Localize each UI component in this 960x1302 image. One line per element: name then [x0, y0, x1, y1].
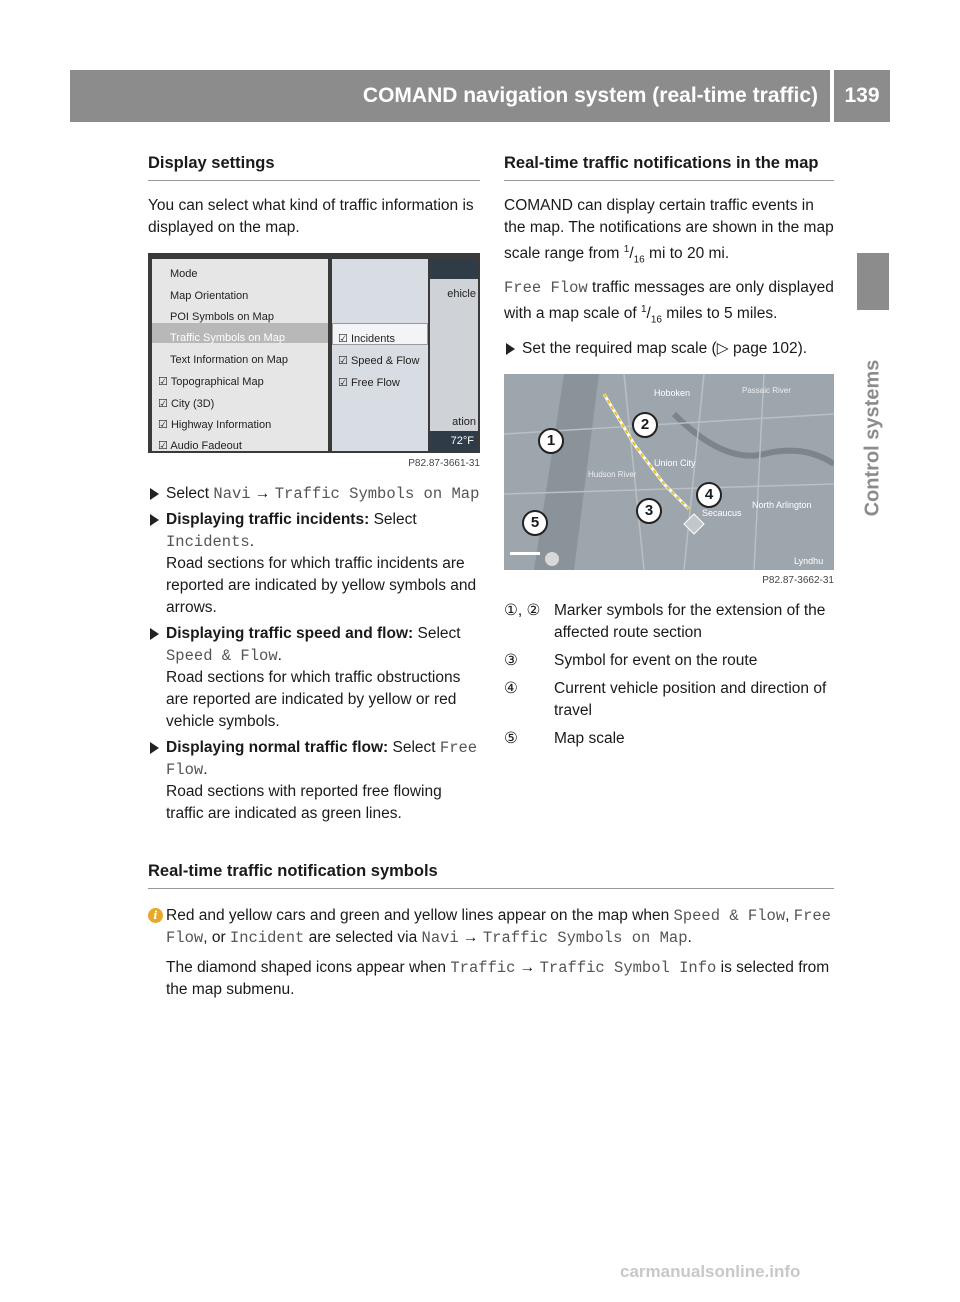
page-ref-icon: ▷ [716, 339, 729, 357]
menu-item: Mode [170, 268, 198, 280]
figure-caption: P82.87-3661-31 [408, 458, 480, 469]
callout-2: 2 [632, 412, 658, 438]
status-strip [430, 259, 478, 451]
map-label: North Arlington [752, 499, 812, 510]
info-note [148, 905, 834, 1001]
instruction-step: Select Navi → Traffic Symbols on Map [148, 483, 480, 505]
notifications-heading: Real-time traffic notifications in the map [504, 152, 834, 181]
page-title: COMAND navigation system (real-time traffic) [362, 84, 818, 107]
status-icons [430, 259, 478, 279]
side-tab [857, 253, 889, 310]
submenu-item: ☑ Speed & Flow [338, 355, 420, 367]
intro-text: You can select what kind of traffic information is displayed on the map. [148, 197, 474, 236]
step-arrow-icon [150, 628, 159, 640]
map-label: Lyndhu [794, 555, 824, 566]
step-arrow-icon [150, 514, 159, 526]
menu-item: Text Information on Map [170, 354, 289, 366]
map-label: Hudson River [588, 469, 637, 479]
temperature-readout: 72°F [430, 431, 478, 451]
step-arrow-icon [150, 742, 159, 754]
menu-item: ☑ City (3D) [158, 398, 215, 410]
menu-item: ☑ Highway Information [158, 419, 272, 431]
step-arrow-icon [150, 488, 159, 500]
note-paragraph: Red and yellow cars and green and yellow lines appear on the map when Speed & Flow, Free Flow, or Incident are selected via Navi → Traffic Symbols on Map. [166, 907, 831, 947]
callout-5: 5 [522, 510, 548, 536]
menu-item: ☑ Topographical Map [158, 376, 264, 388]
right-column [504, 152, 834, 756]
instruction-step: Displaying traffic speed and flow: Select Speed & Flow. Road sections for which traffic obstructions are reported are indicated by yellow or red vehicle symbols. [148, 623, 480, 733]
callout-3: 3 [636, 498, 662, 524]
submenu-item: ☑ Incidents [338, 333, 395, 345]
traffic-map [504, 374, 834, 570]
strip-text: ation [452, 416, 476, 428]
symbols-section [148, 860, 834, 1009]
step-arrow-icon [506, 343, 515, 355]
main-menu [152, 259, 328, 451]
legend-item: ③ Symbol for event on the route [504, 651, 758, 669]
scale-range-text: COMAND can display certain traffic events in the map. The notifications are shown in the map scale range from $^1/_{16}$ mi to 20 mi. [504, 197, 834, 266]
callout-1: 1 [538, 428, 564, 454]
menu-item-selected: Traffic Symbols on Map [170, 332, 285, 344]
watermark: carmanualsonline.info [620, 1262, 801, 1281]
instruction-step: Set the required map scale (▷ page 102). [504, 338, 834, 360]
legend-item: ④ Current vehicle position and direction of travel [504, 679, 827, 719]
note-paragraph: The diamond shaped icons appear when Traffic → Traffic Symbol Info is selected from the map submenu. [166, 959, 830, 998]
legend-item: ①, ② Marker symbols for the extension of the affected route section [504, 601, 826, 641]
figure-caption: P82.87-3662-31 [762, 574, 834, 586]
map-label: Union City [654, 457, 696, 468]
page-number: 139 [834, 70, 890, 122]
display-settings-heading: Display settings [148, 152, 480, 181]
left-column [148, 152, 480, 829]
menu-screenshot [148, 253, 480, 453]
map-label: Passaic River [742, 385, 791, 395]
submenu [332, 259, 428, 451]
instruction-step: Displaying normal traffic flow: Select Free Flow. Road sections with reported free flowing traffic are indicated as green lines. [148, 737, 480, 825]
map-label: Secaucus [702, 507, 742, 518]
strip-text: ehicle [447, 288, 476, 300]
free-flow-text: Free Flow traffic messages are only displayed with a map scale of $^1/_{16}$ miles to 5 miles. [504, 279, 834, 326]
instruction-step: Displaying traffic incidents: Select Incidents. Road sections for which traffic incidents are reported are indicated by yellow symbols and arrows. [148, 509, 480, 619]
info-icon: i [148, 908, 163, 923]
menu-item: Map Orientation [170, 290, 249, 302]
legend-item: ⑤ Map scale [504, 729, 625, 747]
callout-4: 4 [696, 482, 722, 508]
symbols-heading: Real-time traffic notification symbols [148, 860, 834, 889]
map-label: Hoboken [654, 387, 691, 398]
side-section-label: Control systems [861, 359, 884, 517]
menu-item: POI Symbols on Map [170, 311, 274, 323]
submenu-item: ☑ Free Flow [338, 377, 400, 389]
menu-item: ☑ Audio Fadeout [158, 440, 242, 452]
